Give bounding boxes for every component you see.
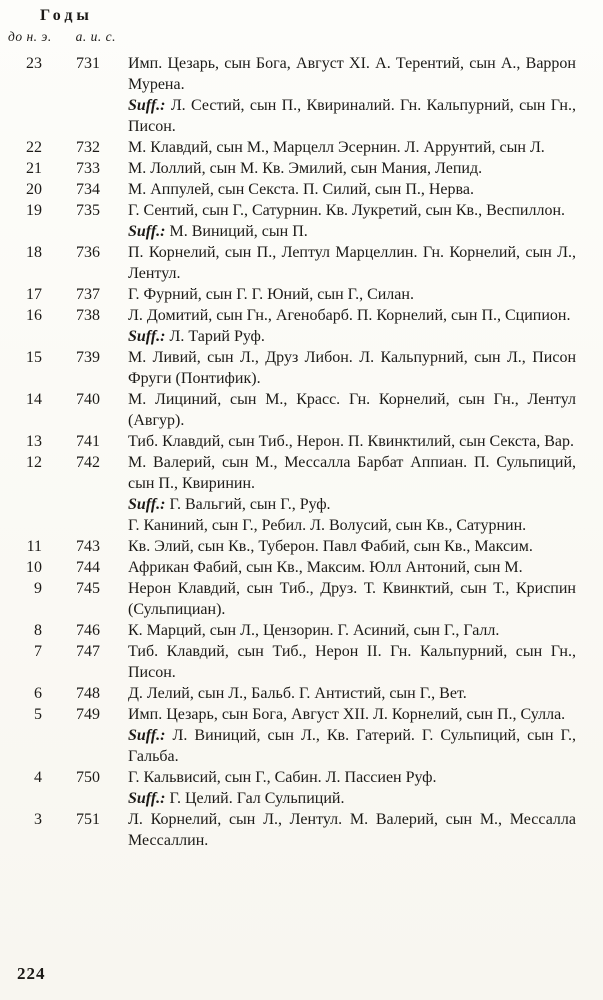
table-row <box>0 620 603 641</box>
year-bc: 11 <box>26 538 42 555</box>
year-auc: 732 <box>76 139 100 156</box>
year-bc: 21 <box>26 160 42 177</box>
year-bc: 13 <box>26 433 42 450</box>
consul-entry <box>128 284 576 305</box>
year-auc: 749 <box>76 706 100 723</box>
table-row <box>0 200 603 242</box>
consul-entry <box>128 347 576 389</box>
consul-entry <box>128 242 576 284</box>
year-bc: 4 <box>34 769 42 786</box>
consul-paragraph: Тиб. Клавдий, сын Тиб., Нерон. П. Квинктилий, сын Секста, Вар. <box>128 433 575 450</box>
consul-entry <box>128 158 576 179</box>
table-row <box>0 389 603 431</box>
table-row <box>0 809 603 851</box>
consul-entry <box>128 179 576 200</box>
table-row <box>0 158 603 179</box>
consul-entry <box>128 578 576 620</box>
consul-entry <box>128 557 576 578</box>
consul-paragraph: Имп. Цезарь, сын Бога, Август XI. А. Терентий, сын А., Варрон Мурена. <box>128 55 576 93</box>
consul-paragraph: М. Лициний, сын М., Красс. Гн. Корнелий, сын Гн., Лентул (Авгур). <box>128 391 576 429</box>
consul-entry <box>128 389 576 431</box>
consul-entry <box>128 641 576 683</box>
consul-entry <box>128 305 576 347</box>
year-subheaders <box>0 29 603 45</box>
consul-paragraph: Кв. Элий, сын Кв., Туберон. Павл Фабий, сын Кв., Максим. <box>128 538 533 555</box>
consul-paragraph: П. Корнелий, сын П., Лептул Марцеллин. Гн. Корнелий, сын Л., Лентул. <box>128 244 576 282</box>
year-bc: 8 <box>34 622 42 639</box>
consul-entry <box>128 536 576 557</box>
table-row <box>0 536 603 557</box>
year-bc: 12 <box>26 454 42 471</box>
consul-entry <box>128 431 576 452</box>
year-auc: 751 <box>76 811 100 828</box>
suffect-paragraph: Suff.: Л. Виниций, сын Л., Кв. Гатерий. Г. Сульпиций, сын Г., Гальба. <box>128 727 577 765</box>
table-row <box>0 641 603 683</box>
consul-entry <box>128 620 576 641</box>
consul-entry <box>128 137 576 158</box>
year-bc: 19 <box>26 202 42 219</box>
consul-paragraph: Имп. Цезарь, сын Бога, Август XII. Л. Корнелий, сын П., Сулла. <box>128 706 566 723</box>
consul-paragraph: Г. Фурний, сын Г. Г. Юний, сын Г., Силан. <box>128 286 414 303</box>
year-auc: 737 <box>76 286 100 303</box>
year-auc: 731 <box>76 55 100 72</box>
year-bc: 9 <box>34 580 42 597</box>
table-row <box>0 284 603 305</box>
year-auc: 739 <box>76 349 100 366</box>
consul-paragraph: К. Марций, сын Л., Цензорин. Г. Асиний, сын Г., Галл. <box>128 622 500 639</box>
table-row <box>0 704 603 767</box>
year-auc: 746 <box>76 622 100 639</box>
year-auc: 733 <box>76 160 100 177</box>
year-bc: 3 <box>34 811 42 828</box>
suffect-paragraph: Suff.: Г. Целий. Гал Сульпиций. <box>128 790 345 807</box>
consul-entry <box>128 809 576 851</box>
table-row <box>0 452 603 536</box>
year-auc: 736 <box>76 244 100 261</box>
bc-column-label: до н. э. <box>8 29 52 44</box>
year-auc: 745 <box>76 580 100 597</box>
consul-entry <box>128 767 576 809</box>
table-row <box>0 767 603 809</box>
auc-column-label: а. и. с. <box>75 29 116 44</box>
suffect-label: Suff.: <box>128 223 166 240</box>
consul-entry <box>128 704 576 767</box>
suffect-label: Suff.: <box>128 496 166 513</box>
year-bc: 18 <box>26 244 42 261</box>
year-auc: 735 <box>76 202 100 219</box>
consul-list <box>0 53 603 851</box>
suffect-label: Suff.: <box>128 328 166 345</box>
consul-paragraph: М. Валерий, сын М., Мессалла Барбат Аппиан. П. Сульпиций, сын П., Квиринин. <box>128 454 576 492</box>
consul-paragraph: Нерон Клавдий, сын Тиб., Друз. Т. Квинктий, сын Т., Криспин (Сульпициан). <box>128 580 576 618</box>
table-row <box>0 242 603 284</box>
table-row <box>0 683 603 704</box>
year-bc: 7 <box>34 643 42 660</box>
year-auc: 750 <box>76 769 100 786</box>
year-auc: 740 <box>76 391 100 408</box>
suffect-paragraph: Suff.: Г. Вальгий, сын Г., Руф. <box>128 496 331 513</box>
consul-paragraph: М. Аппулей, сын Секста. П. Силий, сын П., Нерва. <box>128 181 474 198</box>
year-auc: 743 <box>76 538 100 555</box>
consul-paragraph: М. Лоллий, сын М. Кв. Эмилий, сын Мания, Лепид. <box>128 160 483 177</box>
consul-paragraph: Л. Корнелий, сын Л., Лентул. М. Валерий, сын М., Мессалла Мессаллин. <box>128 811 576 849</box>
consul-paragraph: М. Ливий, сын Л., Друз Либон. Л. Кальпурний, сын Л., Писон Фруги (Понтифик). <box>128 349 576 387</box>
consul-paragraph: Г. Сентий, сын Г., Сатурнин. Кв. Лукретий, сын Кв., Веспиллон. <box>128 202 566 219</box>
table-row <box>0 53 603 137</box>
year-bc: 16 <box>26 307 42 324</box>
consul-paragraph: Д. Лелий, сын Л., Бальб. Г. Антистий, сын Г., Вет. <box>128 685 467 702</box>
consul-entry <box>128 200 576 242</box>
year-auc: 741 <box>76 433 100 450</box>
consul-paragraph: Г. Кальвисий, сын Г., Сабин. Л. Пассиен Руф. <box>128 769 437 786</box>
year-bc: 17 <box>26 286 42 303</box>
consul-paragraph: М. Клавдий, сын М., Марцелл Эсернин. Л. Аррунтий, сын Л. <box>128 139 545 156</box>
consul-paragraph: Л. Домитий, сын Гн., Агенобарб. П. Корнелий, сын П., Сципион. <box>128 307 571 324</box>
table-row <box>0 431 603 452</box>
year-bc: 5 <box>34 706 42 723</box>
consul-entry <box>128 452 576 536</box>
year-bc: 15 <box>26 349 42 366</box>
suffect-paragraph: Suff.: Л. Сестий, сын П., Квириналий. Гн. Кальпурний, сын Гн., Писон. <box>128 97 576 135</box>
suffect-paragraph: Suff.: М. Виниций, сын П. <box>128 223 308 240</box>
year-bc: 20 <box>26 181 42 198</box>
table-row <box>0 305 603 347</box>
year-auc: 738 <box>76 307 100 324</box>
year-auc: 747 <box>76 643 100 660</box>
year-bc: 22 <box>26 139 42 156</box>
table-row <box>0 557 603 578</box>
year-bc: 14 <box>26 391 42 408</box>
suffect-label: Suff.: <box>128 727 166 744</box>
suffect-label: Suff.: <box>128 97 166 114</box>
year-bc: 10 <box>26 559 42 576</box>
consul-entry <box>128 53 576 137</box>
table-row <box>0 179 603 200</box>
suffect-label: Suff.: <box>128 790 166 807</box>
table-row <box>0 137 603 158</box>
table-row <box>0 578 603 620</box>
table-row <box>0 347 603 389</box>
year-auc: 734 <box>76 181 100 198</box>
consul-entry <box>128 683 576 704</box>
year-bc: 23 <box>26 55 42 72</box>
table-header <box>0 0 603 48</box>
year-auc: 742 <box>76 454 100 471</box>
consul-paragraph: Г. Каниний, сын Г., Ребил. Л. Волусий, сын Кв., Сатурнин. <box>128 517 527 534</box>
years-column-header: Годы <box>40 7 93 24</box>
year-auc: 748 <box>76 685 100 702</box>
suffect-paragraph: Suff.: Л. Тарий Руф. <box>128 328 265 345</box>
consul-paragraph: Африкан Фабий, сын Кв., Максим. Юлл Антоний, сын М. <box>128 559 523 576</box>
page-number: 224 <box>17 964 46 983</box>
consul-paragraph: Тиб. Клавдий, сын Тиб., Нерон II. Гн. Кальпурний, сын Гн., Писон. <box>128 643 576 681</box>
year-bc: 6 <box>34 685 42 702</box>
year-auc: 744 <box>76 559 100 576</box>
